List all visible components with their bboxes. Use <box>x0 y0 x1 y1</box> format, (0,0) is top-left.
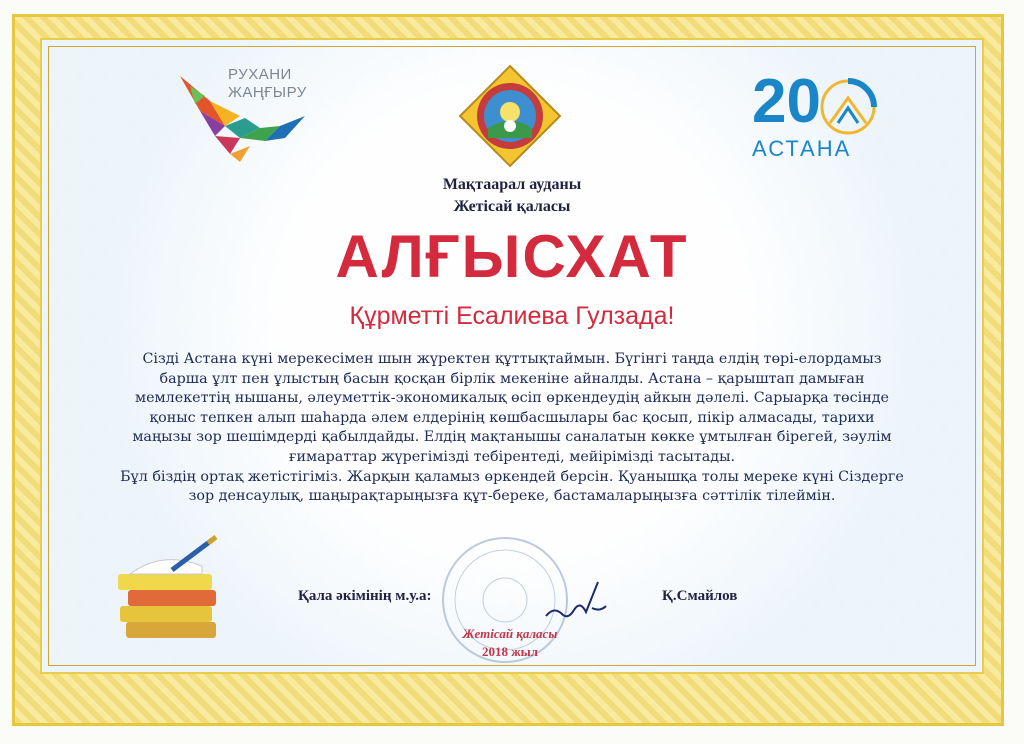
handwritten-signature <box>540 578 610 628</box>
body-line: зор денсаулық, шаңырақтарыңызға құт-береке, бастамаларыңызға сәттілік тілеймін. <box>188 488 836 505</box>
astana-number: 20 <box>752 67 821 136</box>
body-line: мемлекеттің нышаны, әлеуметтік-экономикалық өсіп өркендеудің айкын дәлелі. Сарыарқа төсінде <box>134 390 890 407</box>
signature-icon <box>540 578 610 628</box>
district-emblem <box>458 64 562 168</box>
sun-rays-icon <box>818 78 878 136</box>
body-line: қоныс тепкен алып шаһарда әлем елдерінің көшбасшылары бас қосып, пікір алмасады, тарихи <box>149 409 875 426</box>
recipient-greeting: Құрметті Есалиева Гулзада! <box>349 302 675 330</box>
stamp-city: Жетісай қаласы <box>462 626 558 641</box>
body-line: Сізді Астана күні мерекесімен шын жүректен құттықтаймын. Бүгінгі таңда елдің төрі-елордамыз <box>142 351 882 367</box>
body-line: барша ұлт пен ұлыстың басын қосқан бірлік мекеніне айналды. Астана – қарыштап дамыған <box>159 370 865 387</box>
astana-text: АСТАНА <box>752 136 852 161</box>
city-name: Жетісай қаласы <box>453 198 571 215</box>
books-illustration <box>112 530 232 650</box>
body-line: маңызы зор шешімдерді қабылдайды. Елдің мақтанышы саналатын көкке ұмтылған бірегей, зәулім <box>132 429 892 446</box>
rukhani-zhangyru-logo <box>170 66 320 166</box>
signature-label: Қала әкімінің м.у.а: <box>298 588 432 604</box>
astana-20-logo <box>748 67 880 161</box>
body-line: ғимараттар жүрегімізді тебірентеді, мейірімізді тасытады. <box>288 448 735 465</box>
signatory-name: Қ.Смайлов <box>662 588 738 604</box>
rukhani-line-2: ЖАҢҒЫРУ <box>228 84 307 101</box>
stamp-year: 2018 жыл <box>481 644 539 659</box>
district-name: Мақтаарал ауданы <box>442 176 582 193</box>
emblem-icon <box>458 64 562 168</box>
certificate-title: АЛҒЫСХАТ <box>335 223 689 290</box>
certificate-body <box>96 350 928 507</box>
body-line: Бұл біздің ортақ жетістігіміз. Жарқын қаламыз өркендей берсін. Қуанышқа толы мереке күні Сіздерге <box>120 468 904 485</box>
books-icon <box>112 530 232 650</box>
rukhani-line-1: РУХАНИ <box>228 66 292 83</box>
